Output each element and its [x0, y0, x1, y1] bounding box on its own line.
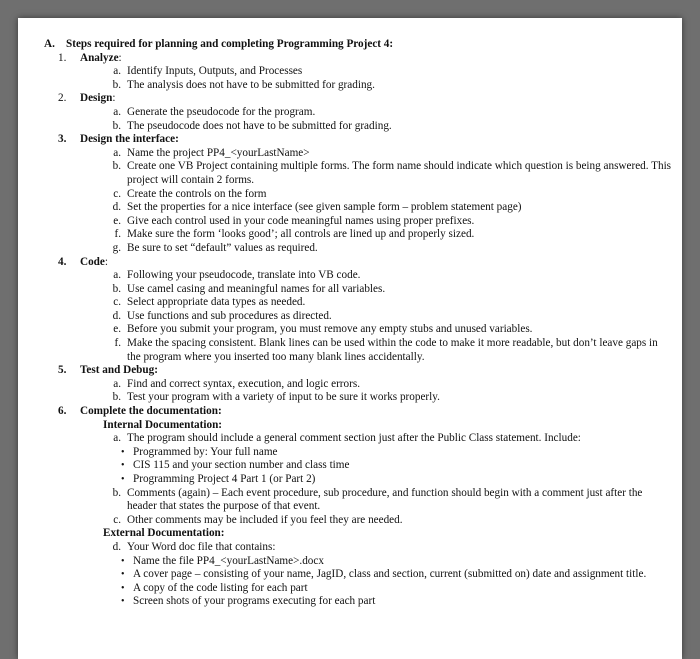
step-header	[58, 405, 674, 419]
bullet-item	[44, 473, 674, 487]
item-text: Use functions and sub procedures as directed.	[127, 309, 332, 322]
steps-list	[44, 52, 674, 609]
step-title: Design	[80, 92, 113, 105]
item-text: Create the controls on the form	[127, 187, 267, 200]
bullet-item	[44, 555, 674, 569]
item-text: Set the properties for a nice interface (see given sample form – problem statement page)	[127, 201, 522, 214]
step-header	[58, 52, 674, 66]
list-item	[44, 79, 674, 93]
bullet-text: Screen shots of your programs executing for each part	[133, 595, 376, 608]
step-header	[58, 256, 674, 270]
step-title: Design the interface:	[80, 133, 179, 146]
step-number: 4.	[58, 255, 67, 268]
list-item	[44, 514, 674, 528]
step-title: Complete the documentation:	[80, 405, 222, 418]
step-number: 3.	[58, 133, 67, 146]
list-item	[44, 310, 674, 324]
list-item	[44, 106, 674, 120]
item-text: Test your program with a variety of input to be sure it works properly.	[127, 391, 440, 404]
list-item	[44, 378, 674, 392]
step-header	[58, 364, 674, 378]
list-item	[44, 283, 674, 297]
title-colon: :	[112, 92, 116, 105]
step-header	[58, 133, 674, 147]
item-text: Identify Inputs, Outputs, and Processes	[127, 65, 303, 78]
item-marker: f.	[114, 228, 121, 241]
internal-documentation-title: Internal Documentation:	[103, 418, 223, 431]
title-colon: :	[104, 255, 108, 268]
item-text: Find and correct syntax, execution, and logic errors.	[127, 377, 360, 390]
item-marker: a.	[113, 105, 121, 118]
list-item	[44, 541, 674, 555]
section-heading	[44, 38, 674, 52]
section-title: Steps required for planning and completing Programming Project 4:	[66, 38, 394, 50]
item-text: Create one VB Project containing multiple forms. The form name should indicate which question is being answered. This project will contain 2 forms.	[127, 160, 672, 186]
bullet-item	[44, 582, 674, 596]
item-marker: d.	[112, 309, 121, 322]
item-marker: b.	[112, 119, 121, 132]
bullet-text: Programming Project 4 Part 1 (or Part 2)	[133, 473, 316, 485]
list-item	[44, 269, 674, 283]
step-title: Test and Debug:	[80, 364, 158, 377]
bullet-text: Name the file PP4_<yourLastName>.docx	[133, 554, 324, 567]
item-text: Name the project PP4_<yourLastName>	[127, 146, 310, 159]
item-marker: d.	[112, 201, 121, 214]
list-item	[44, 120, 674, 134]
bullet-icon: •	[121, 460, 125, 472]
bullet-text: A cover page – consisting of your name, JagID, class and section, current (submitted on) date and assignment title.	[133, 568, 647, 581]
item-text: Make sure the form ‘looks good’; all controls are lined up and properly sized.	[127, 228, 475, 241]
item-marker: b.	[112, 78, 121, 91]
step-number: 2.	[58, 92, 67, 105]
item-text: Following your pseudocode, translate into VB code.	[127, 269, 361, 282]
bullet-item	[44, 446, 674, 460]
list-item	[44, 432, 674, 446]
list-item	[44, 188, 674, 202]
item-marker: c.	[113, 296, 121, 309]
item-text: The pseudocode does not have to be submitted for grading.	[127, 119, 392, 132]
item-marker: d.	[112, 540, 121, 553]
bullet-text: CIS 115 and your section number and class time	[133, 459, 350, 472]
item-marker: b.	[112, 486, 121, 499]
item-marker: b.	[112, 160, 121, 173]
item-text: Use camel casing and meaningful names for all variables.	[127, 282, 386, 295]
bullet-icon: •	[121, 446, 125, 458]
item-text: Generate the pseudocode for the program.	[127, 105, 316, 118]
item-marker: a.	[113, 377, 121, 390]
item-marker: b.	[112, 282, 121, 295]
item-text: Your Word doc file that contains:	[127, 540, 276, 553]
step-title: Code	[80, 255, 105, 268]
bullet-icon: •	[121, 582, 125, 594]
item-marker: c.	[113, 187, 121, 200]
item-text: Before you submit your program, you must remove any empty stubs and unused variables.	[127, 323, 533, 336]
item-marker: a.	[113, 146, 121, 159]
item-marker: g.	[112, 241, 121, 254]
item-text: Make the spacing consistent. Blank lines can be used within the code to make it more readable, but don’t leave gaps in the program where you inserted too many blank lines accidentally.	[127, 337, 658, 363]
step-number: 6.	[58, 405, 67, 418]
item-text: The program should include a general comment section just after the Public Class statement. Include:	[127, 432, 581, 445]
bullet-text: Programmed by: Your full name	[133, 445, 278, 458]
list-item	[44, 296, 674, 310]
item-text: Comments (again) – Each event procedure, sub procedure, and function should begin with a comment just after the header that states the purpose of that event.	[127, 486, 643, 513]
list-item	[44, 242, 674, 256]
item-text: Select appropriate data types as needed.	[127, 296, 306, 309]
item-text: The analysis does not have to be submitted for grading.	[127, 78, 375, 91]
title-colon: :	[118, 51, 122, 64]
list-item	[44, 228, 674, 242]
bullet-icon: •	[121, 555, 125, 567]
step-number: 5.	[58, 364, 67, 377]
section-marker: A.	[44, 38, 55, 50]
external-documentation-title: External Documentation:	[103, 527, 225, 540]
document-content	[44, 38, 674, 609]
item-text: Be sure to set “default” values as required.	[127, 241, 318, 254]
list-item	[44, 323, 674, 337]
list-item	[44, 337, 674, 364]
item-marker: a.	[113, 432, 121, 445]
list-item	[44, 215, 674, 229]
item-marker: a.	[113, 65, 121, 78]
bullet-item	[44, 459, 674, 473]
bullet-item	[44, 568, 674, 582]
document-page	[18, 18, 682, 659]
list-item	[44, 487, 674, 514]
item-text: Other comments may be included if you feel they are needed.	[127, 513, 403, 526]
item-marker: a.	[113, 269, 121, 282]
step-number: 1.	[58, 51, 67, 64]
item-marker: b.	[112, 391, 121, 404]
step-title: Analyze	[80, 51, 119, 64]
list-item	[44, 147, 674, 161]
bullet-text: A copy of the code listing for each part	[133, 581, 308, 594]
list-item	[44, 201, 674, 215]
bullet-icon: •	[121, 596, 125, 608]
item-marker: f.	[114, 337, 121, 350]
list-item	[44, 65, 674, 79]
list-item	[44, 391, 674, 405]
bullet-item	[44, 595, 674, 609]
item-text: Give each control used in your code meaningful names using proper prefixes.	[127, 214, 475, 227]
list-item	[44, 160, 674, 187]
bullet-icon: •	[121, 569, 125, 581]
item-marker: c.	[113, 513, 121, 526]
step-header	[58, 92, 674, 106]
item-marker: e.	[113, 214, 121, 227]
bullet-icon: •	[121, 474, 125, 485]
item-marker: e.	[113, 323, 121, 336]
